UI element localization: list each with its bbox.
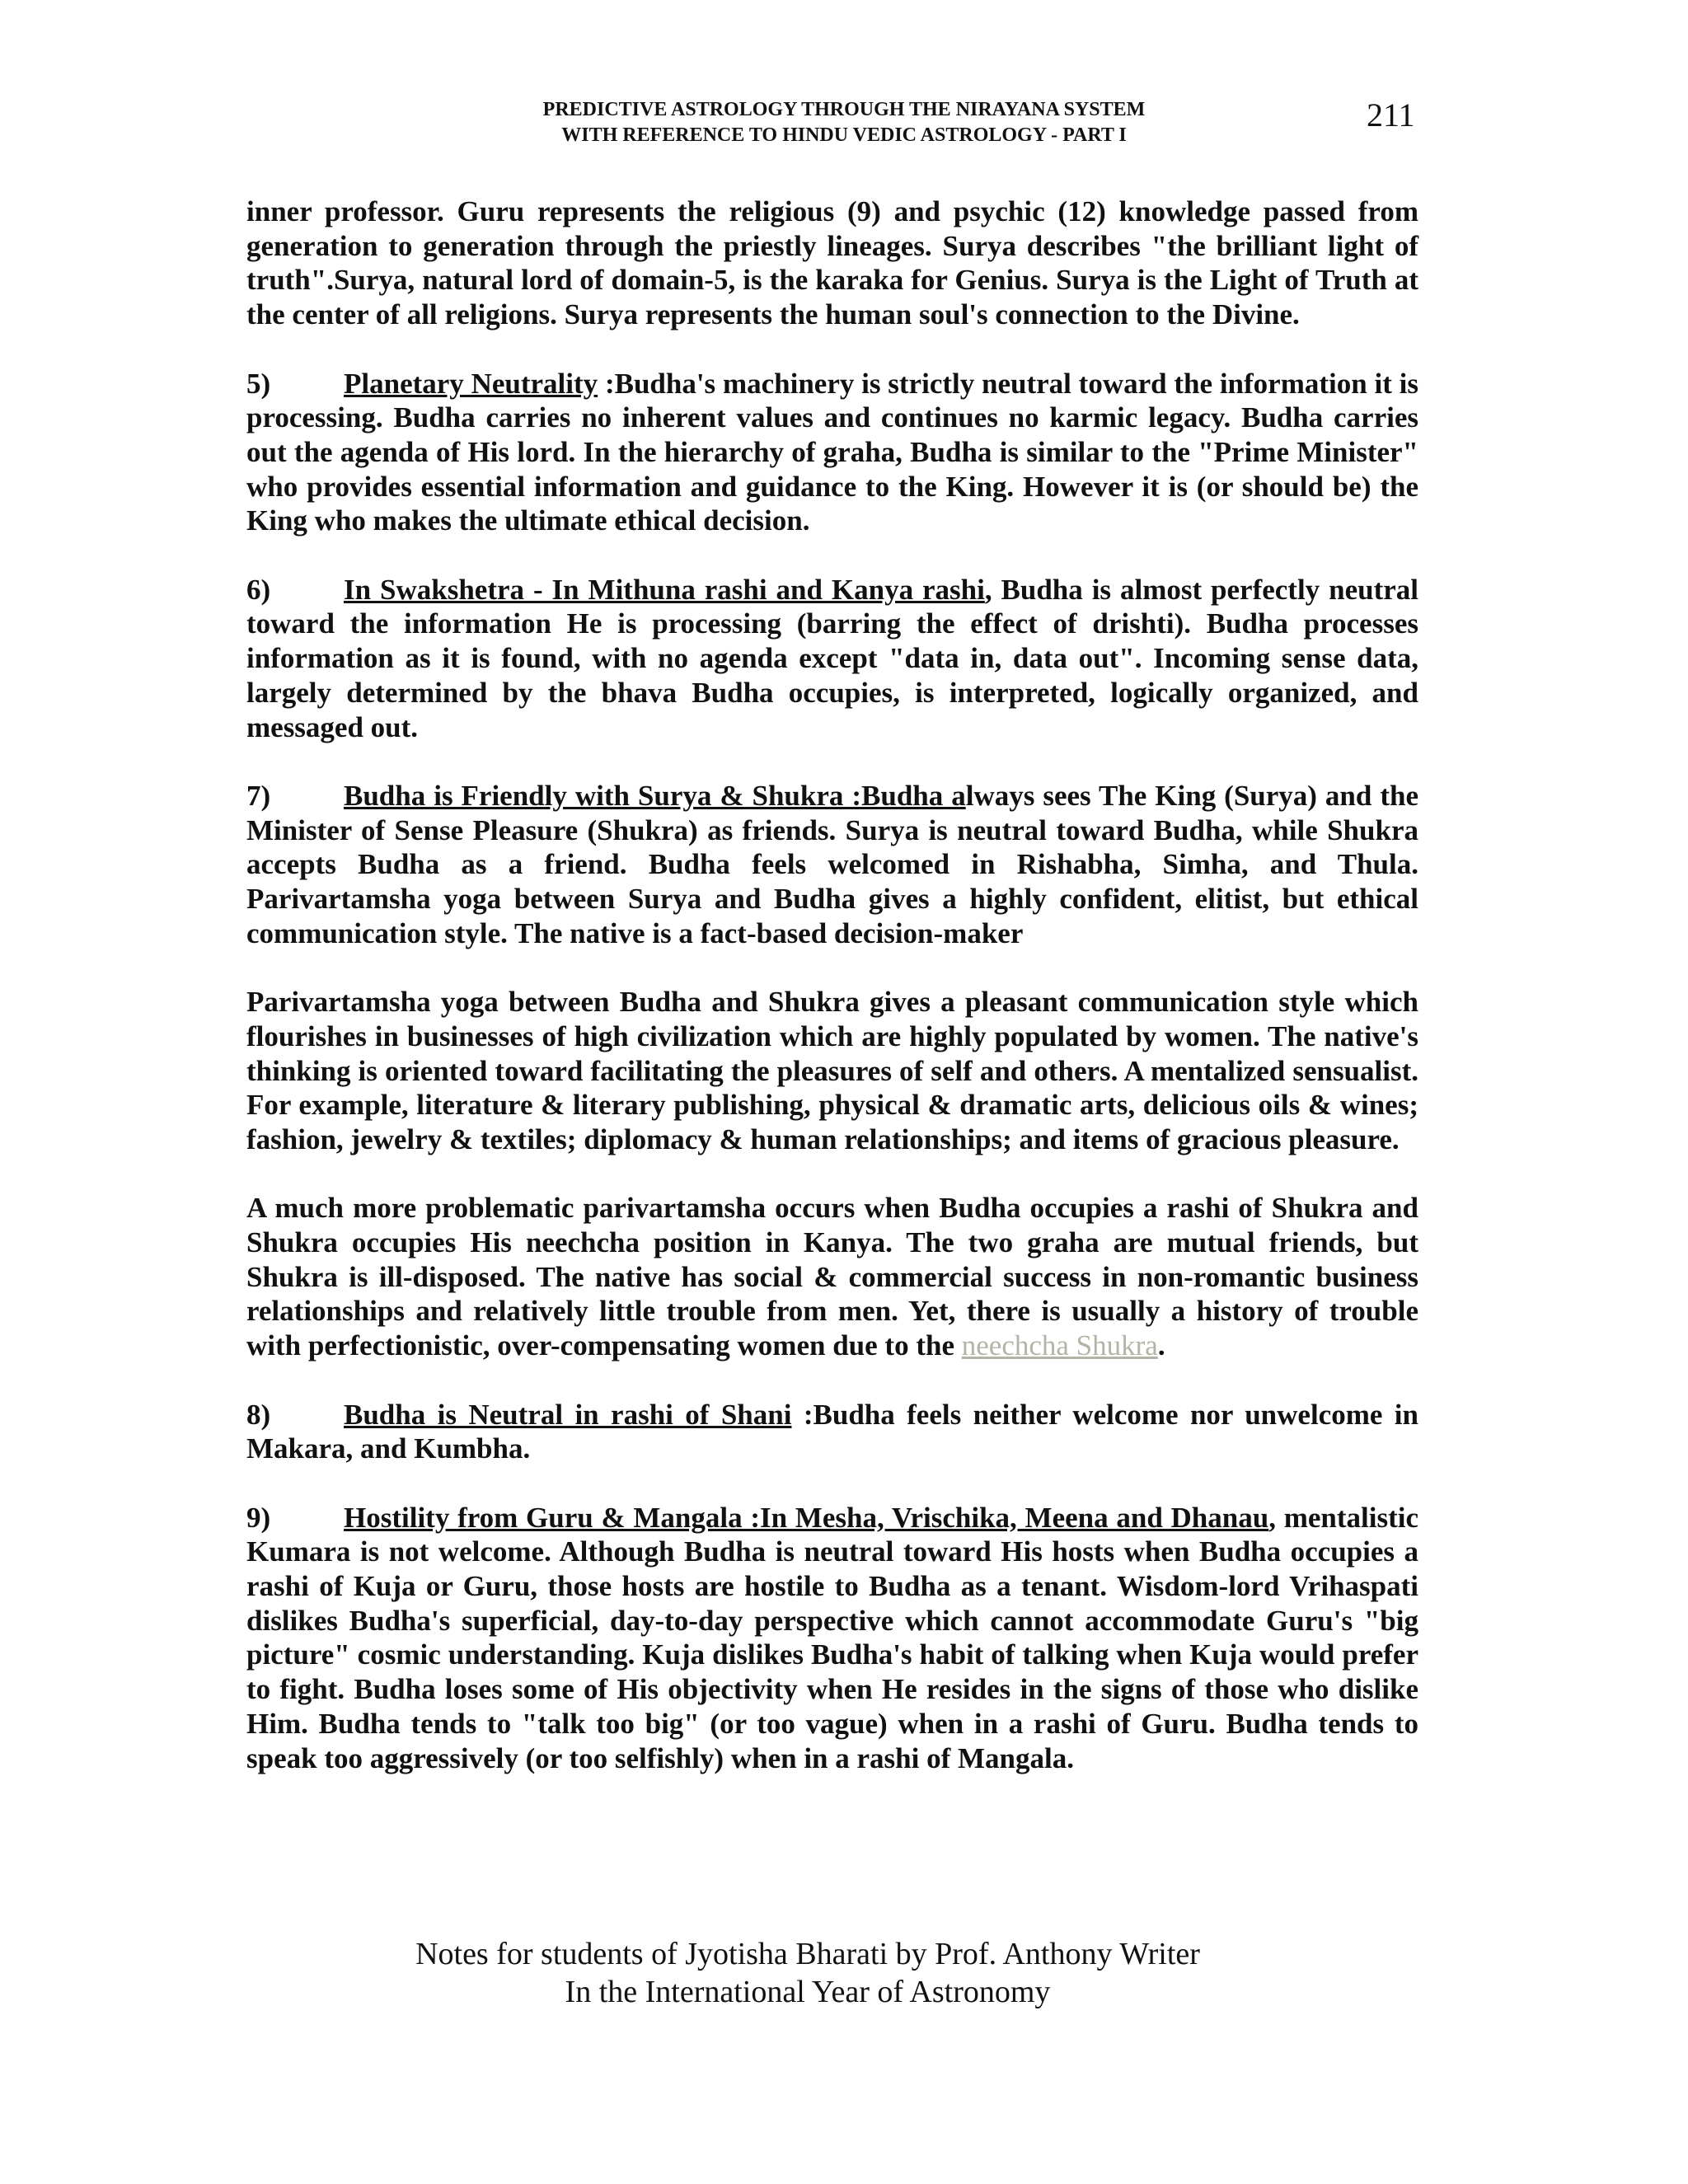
problematic-end: .: [1157, 1329, 1165, 1362]
running-header: [0, 97, 1688, 148]
footer-line-1: Notes for students of Jyotisha Bharati by Prof. Anthony Writer: [415, 1937, 1200, 1971]
header-line-2: WITH REFERENCE TO HINDU VEDIC ASTROLOGY - PART I: [561, 124, 1127, 146]
item-6-number: 6): [246, 573, 271, 606]
item-5-paragraph: [246, 367, 1418, 539]
item-7-text: lways sees The King (Surya) and the Minister of Sense Pleasure (Shukra) as friends. Surya is neutral toward Budha, while Shukra accepts Budha as a friend. Budha feels welcomed in Rishabha, Simha, and Thula. Parivartamsha yoga between Surya and Budha gives a highly confident, elitist, but ethical communication style. The native is a fact-based decision-maker: [246, 779, 1418, 949]
item-7-number: 7): [246, 779, 271, 812]
item-9-number: 9): [246, 1501, 271, 1534]
item-9-title: Hostility from Guru & Mangala :In Mesha, Vrischika, Meena and Dhanau: [344, 1501, 1269, 1534]
item-8-text: :Budha feels neither welcome nor unwelcome in Makara, and Kumbha.: [246, 1398, 1418, 1465]
item-8-paragraph: [246, 1398, 1418, 1466]
page-footer: [0, 1935, 1615, 2011]
footer-line-2: In the International Year of Astronomy: [565, 1975, 1051, 2009]
item-9-paragraph: [246, 1501, 1418, 1776]
header-line-1: PREDICTIVE ASTROLOGY THROUGH THE NIRAYANA SYSTEM: [542, 99, 1146, 120]
item-9-text: , mentalistic Kumara is not welcome. Although Budha is neutral toward His hosts when Budha occupies a rashi of Kuja or Guru, those hosts are hostile to Budha as a tenant. Wisdom-lord Vrihaspati dislikes Budha's superficial, day-to-day perspective which cannot accommodate Guru's "big picture" cosmic understanding. Kuja dislikes Budha's habit of talking when Kuja would prefer to fight. Budha loses some of His objectivity when He resides in the signs of those who dislike Him. Budha tends to "talk too big" (or too vague) when in a rashi of Guru. Budha tends to speak too aggressively (or too selfishly) when in a rashi of Mangala.: [246, 1501, 1419, 1774]
item-8-title: Budha is Neutral in rashi of Shani: [344, 1398, 792, 1431]
problematic-text: A much more problematic parivartamsha occurs when Budha occupies a rashi of Shukra and Shukra occupies His neechcha position in Kanya. The two graha are mutual friends, but Shukra is ill-disposed. The native has social & commercial success in non-romantic business relationships and relatively little trouble from men. Yet, there is usually a history of trouble with perfectionistic, over-compensating women due to the: [246, 1192, 1418, 1362]
item-7-title: Budha is Friendly with Surya & Shukra :Budha a: [344, 779, 966, 812]
neechcha-shukra-link[interactable]: neechcha Shukra: [961, 1329, 1158, 1362]
item-6-title: In Swakshetra - In Mithuna rashi and Kanya rashi: [344, 573, 985, 606]
shukra-parivartamsha-paragraph: Parivartamsha yoga between Budha and Shukra gives a pleasant communication style which flourishes in businesses of high civilization which are highly populated by women. The native's thinking is oriented toward facilitating the pleasures of self and others. A mentalized sensualist. For example, literature & literary publishing, physical & dramatic arts, delicious oils & wines; fashion, jewelry & textiles; diplomacy & human relationships; and items of gracious pleasure.: [246, 986, 1418, 1155]
item-7-paragraph: [246, 779, 1418, 951]
problematic-parivartamsha-paragraph: [246, 1191, 1418, 1363]
item-5-text: :Budha's machinery is strictly neutral toward the information it is processing. Budha carries no inherent values and continues no karmic legacy. Budha carries out the agenda of His lord. In the hierarchy of graha, Budha is similar to the "Prime Minister" who provides essential information and guidance to the King. However it is (or should be) the King who makes the ultimate ethical decision.: [246, 367, 1418, 537]
item-5-title: Planetary Neutrality: [344, 367, 598, 400]
item-5-number: 5): [246, 367, 271, 400]
page-body: [246, 194, 1418, 1775]
item-6-text: , Budha is almost perfectly neutral toward the information He is processing (barring the effect of drishti). Budha processes information as it is found, with no agenda except "data in, data out". Incoming sense data, largely determined by the bhava Budha occupies, is interpreted, logically organized, and messaged out.: [246, 573, 1418, 743]
item-6-paragraph: [246, 573, 1418, 745]
item-8-number: 8): [246, 1398, 271, 1431]
intro-paragraph: inner professor. Guru represents the religious (9) and psychic (12) knowledge passed from generation to generation through the priestly lineages. Surya describes "the brilliant light of truth".Surya, natural lord of domain-5, is the karaka for Genius. Surya is the Light of Truth at the center of all religions. Surya represents the human soul's connection to the Divine.: [246, 195, 1418, 331]
page-number: 211: [1367, 96, 1415, 134]
